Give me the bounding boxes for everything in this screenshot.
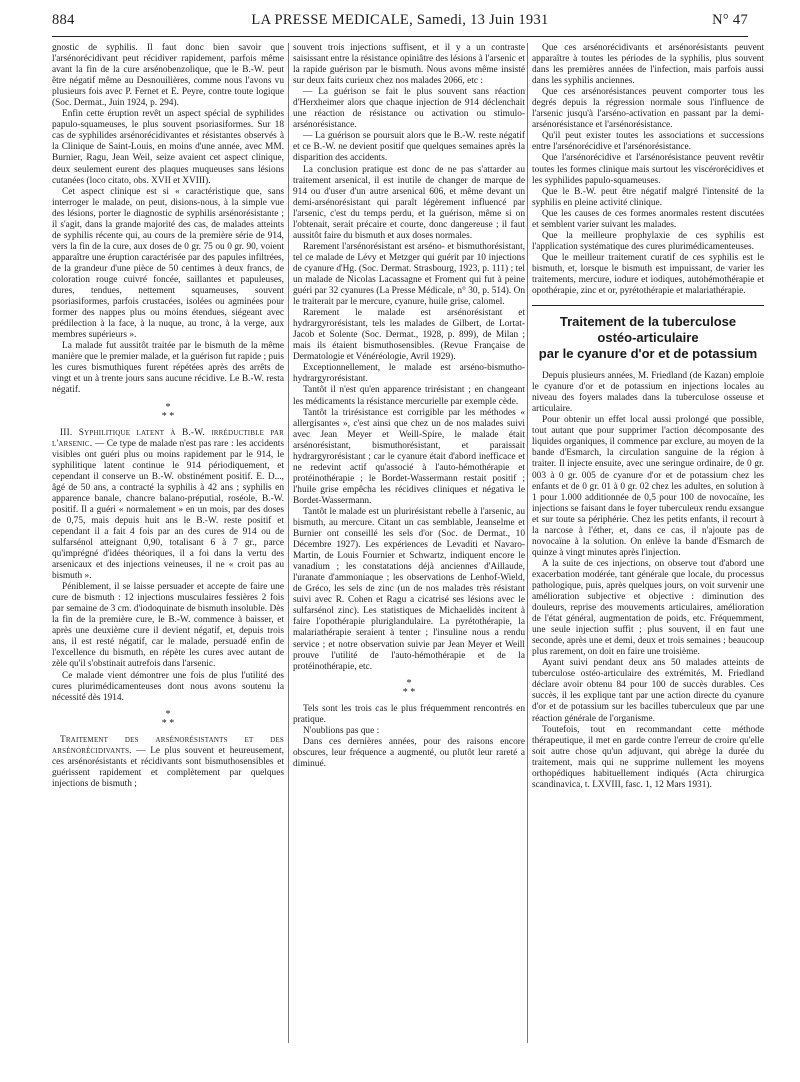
article-title-line: ostéo-articulaire [597, 330, 699, 346]
section-heading: Traitement des arsénorésistants et des arsénorécidivants. [52, 734, 284, 756]
section-text: — Le plus souvent et heureusement, ces arsénorésistants et récidivants sont bismuthosensibles et guérissent rapidement et complètement par quelques injections de bismuth ; [52, 745, 284, 789]
paragraph: Que la meilleure prophylaxie de ces syphilis est l'application systématique des cures plurimédicamenteuses. [532, 230, 764, 252]
column-1 [52, 43, 284, 1071]
paragraph: Ce malade vient démontrer une fois de plus l'utilité des cures plurimédicamenteuses dont nous avons soutenu la nécessité dès 1914. [52, 670, 284, 703]
paragraph: N'oublions pas que : [303, 725, 380, 736]
paragraph: Que le B.-W. peut être négatif malgré l'intensité de la syphilis en pleine activité clinique. [532, 186, 764, 208]
asterism-top: * [165, 401, 171, 413]
header-rule [52, 36, 748, 37]
paragraph: Tels sont les trois cas le plus fréquemment rencontrés en pratique. [293, 703, 525, 725]
paragraph: gnostic de syphilis. Il faut donc bien savoir que l'arsénorécidivant peut récidiver rapidement, parfois même avant la fin de la cure arsénobenzolique, que le B.-W. peut être négatif même au Desnouilières, comme nous l'avons vu plusieurs fois avec P. Fernet et E. Peyre, contre toute logique (Soc. Dermat., Juin 1924, p. 294). [52, 43, 284, 109]
paragraph: Toutefois, tout en recommandant cette méthode thérapeutique, il met en garde contre l'erreur de croire qu'elle soit autre chose qu'un adjuvant, qui abrège la durée du traitement, mais qui ne supprime nullement les moyens orthopédiques habituellement indiqués (Acta chirurgica scandinavica, t. LXVIII, fasc. 1, 12 Mars 1931). [532, 724, 764, 790]
asterism-top: * [406, 677, 412, 689]
asterism-bottom: * * [161, 717, 175, 729]
column-2 [293, 43, 525, 1071]
page-header [52, 12, 748, 36]
paragraph: Tantôt le malade est un plurirésistant rebelle à l'arsenic, au bismuth, au mercure. Citant un cas semblable, Jeanselme et Burnier ont conseillé les sels d'or (Soc. de Dermat., 10 Décembre 1927). Les expériences de Levaditi et Navaro-Martin, de Louis Fournier et Schwartz, indiquent encore le vanadium ; les constatations déjà anciennes d'Aillaude, l'uranate d'ammoniaque ; les observations de Lenhof-Wield, de Gréco, les sels de zinc (un de nos malades très résistant suivi avec R. Cohen et Ragu a cicatrisé ses lésions avec le sulfarsénol zinc). Les statistiques de Michaelidès incitent à faire l'opothérapie pluriglandulaire. La pyrétothérapie, la malariathérapie seraient à tenter ; l'insuline nous a rendu service ; et notre observation suivie par Jean Meyer et Weill prouve l'utilité de l'auto-hémothérapie et de la protéinothérapie, etc. [293, 506, 525, 672]
page-number: 884 [52, 12, 75, 28]
paragraph: Cet aspect clinique est si « caractéristique que, sans interroger le malade, on peut, disions-nous, à la simple vue des lésions, porter le diagnostic de syphilis arsénorésistante ; il s'agit, dans la grande majorité des cas, de malades atteints de syphilis récente qui, au cours de la première série de 914, vers la fin de la cure, aux doses de 0 gr. 75 ou 0 gr. 90, voient apparaître une éruption caractérisée par des papules infiltrées, de la grandeur d'une pièce de 50 centimes à deux francs, de coloration rouge cuivré foncée, saillantes et papuleuses, dures, tendues, nettement squameuses, souvent psoriasiformes, parfois crustacées, isolées ou agminées pour former des nappes plus ou moins étendues, siégeant avec prédilection à la face, à la nuque, au tronc, à la verge, aux membres supérieurs ». [52, 186, 284, 341]
paragraph: Tantôt la trirésistance est corrigible par les méthodes « allergisantes », c'est ainsi que chez un de nos malades suivi avec Jean Meyer et Weill-Spire, le malade était arsénorésistant, bismuthorésistant, et paraissait hydrargyrorésistant ; car le cyanure était d'abord inefficace et ne redevint actif qu'associé à l'auto-hémothérapie et protéinothérapie ; le Bordet-Wassermann restait positif ; l'huile grise empêcha les récidives cliniques et négativa le Bordet-Wassermann. [293, 407, 525, 506]
paragraph: souvent trois injections suffisent, et il y a un contraste saisissant entre la résistance opiniâtre des lésions à l'arsenic et la rapide guérison par le bismuth. Nous avons même insisté sur deux faits curieux chez nos malades 2066, etc : [293, 43, 525, 87]
paragraph: Que l'arsénorécidive et l'arsénorésistance peuvent revêtir toutes les formes clinique mais surtout les viscérorécidives et les syphilides papulo-squameuses. [532, 153, 764, 186]
asterism-bottom: * * [402, 686, 416, 698]
journal-title: LA PRESSE MEDICALE, Samedi, 13 Juin 1931 [251, 12, 549, 28]
column-divider [288, 43, 289, 1043]
paragraph: La conclusion pratique est donc de ne pas s'attarder au traitement arsenical, il est inutile de changer de marque de 914 ou d'user d'un autre arsenical 606, et même devant un demi-arsénorésistant qui paraît légèrement influencé par l'arsenic, c'est du temps perdu, et la guérison, même si on l'obtenait, serait précaire et courte, donc dangereuse ; il faut aussitôt faire du bismuth et aux doses normales. [293, 164, 525, 241]
section-paragraph [52, 735, 284, 790]
paragraph: Que les causes de ces formes anormales restent discutées et semblent varier suivant les malades. [532, 208, 764, 230]
paragraph: — La guérison se fait le plus souvent sans réaction d'Herxheimer alors que chaque injection de 914 déclenchait une réaction de résistance ou activation ou stimulo-arsénorésistance. [293, 87, 525, 131]
paragraph: Ayant suivi pendant deux ans 50 malades atteints de tuberculose ostéo-articulaire des extrémités, M. Friedland déclare avoir obtenu 84 pour 100 de succès durables. Ces succès, il les explique tant par une action directe du cyanure d'or et de potassium sur les bacilles tuberculeux que par une réaction générale de l'organisme. [532, 658, 764, 724]
asterism-bottom: * * [161, 410, 175, 422]
column-3 [532, 43, 764, 1071]
paragraph: Enfin cette éruption revêt un aspect spécial de syphilides papulo-squameuses, le plus souvent psoriasiformes. Sur 18 cas de syphilides arsénorécidivantes et résistantes observés à la Clinique de Saint-Louis, en moins d'une année, avec MM. Burnier, Ragu, Jean Weil, seize avaient cet aspect clinique, deux seulement eurent des plaques muqueuses sans lésions cutanées (loco citato, obs. XVII et XVIII). [52, 109, 284, 186]
paragraph: Pour obtenir un effet local aussi prolongé que possible, tout autant que pour supprimer l'action décomposante des liquides organiques, il commence par exclure, au moyen de la bande d'Esmarch, la circulation sanguine de la région à traiter. Il injecte ensuite, avec une seringue ordinaire, de 0 gr. 003 à 0 gr. 005 de cyanure d'or et de potassium chez les enfants et de 0 gr. 01 à 0 gr. 02 chez les adultes, en solution à 1 pour 1.000 additionnée de 0,5 pour 100 de novocaïne, les injections se faisant dans le foyer tuberculeux rendu exsangue et sur toute sa périphérie. Chez les petits enfants, il recourt à la narcose à l'éther, et, dans ce cas, il n'ajoute pas de novocaïne à la solution. On enlève la bande d'Esmarch de quinze à vingt minutes après l'injection. [532, 415, 764, 558]
paragraph: Rarement l'arsénorésistant est arséno- et bismuthorésistant, tel ce malade de Lévy et Metzger qui guérit par 10 injections de cyanure d'Hg. (Soc. Dermat. Strasbourg, 1923, p. 111) ; tel un malade de Nicolas Lacassagne et Froment qui fut à peine guéri par 32 cyanures (La Presse Médicale, n° 30, p. 514). On le traiterait par le mercure, cyanure, huile grise, calomel. [293, 241, 525, 308]
paragraph: Que le meilleur traitement curatif de ces syphilis est le bismuth, et, lorsque le bismuth est impuissant, de varier les traitements, mercure, iodure et iodiques, autohémothérapie et opothérapie, zinc et or, pyrétothérapie et malariathérapie. [532, 252, 764, 297]
paragraph: Exceptionnellement, le malade est arséno-bismutho-hydrargyrorésistant. [293, 363, 525, 385]
paragraph: Depuis plusieurs années, M. Friedland (de Kazan) emploie le cyanure d'or et de potassium en injections locales au niveau des foyers malades dans la tuberculose osseuse et articulaire. [532, 371, 764, 415]
article-title-line: par le cyanure d'or et de potassium [538, 346, 758, 362]
article-separator-rule [532, 305, 764, 306]
section-text: — Ce type de malade n'est pas rare : les accidents visibles ont guéri plus ou moins rapidement par le 914, le syphilitique latent continue le 914 périodiquement, et cependant il conserve un B.-W. obstinément positif. E. D..., âgé de 50 ans, a contracté la syphilis à 42 ans ; syphilis en apparence banale, chancre balano-préputial, roséole, B.-W. positif. Il a guéri « normalement » en un mois, par des doses de 0,75, mais depuis huit ans le B.-W. reste positif et cependant il a fait 4 fois par an des cures de 914 ou de sulfarsénol atteignant 0,90, totalisant 6 à 7 gr., parce qu'imprégné d'idées théoriques, il a foi dans la vertu des arsenicaux et des injections veineuses, il ne « croit pas au bismuth ». [52, 438, 284, 582]
column-divider [527, 43, 528, 1043]
paragraph: Dans ces dernières années, pour des raisons encore obscures, leur fréquence a augmenté, ou plutôt leur rareté a diminué. [293, 736, 525, 769]
issue-number: N° 47 [712, 12, 748, 28]
paragraph: Péniblement, il se laisse persuader et accepte de faire une cure de bismuth : 12 injections musculaires fessières 2 fois par semaine de 3 cm. d'iodoquinate de bismuth insoluble. Dès la fin de la première cure, le B.-W. commence à baisser, et après une deuxième cure il devient négatif, et, depuis trois ans, il est resté négatif, car le malade, persuadé enfin de l'excellence du bismuth, en répète les cures avec autant de zèle qu'il s'obstinait autrefois dans l'arsenic. [52, 582, 284, 670]
section-heading: III. Syphilitique latent à B.-W. irréductible par l'arsenic. [52, 427, 284, 449]
paragraph: Que ces arsénorécidivants et arsénorésistants peuvent apparaître à toutes les périodes de la syphilis, plus souvent dans les premières années de l'infection, mais parfois aussi dans les syphilis anciennes. [532, 43, 764, 87]
section-separator [52, 403, 284, 421]
paragraph: Qu'il peut exister toutes les associations et successions entre l'arsénorécidive et l'arsénorésistance. [532, 131, 764, 153]
section-separator [293, 679, 525, 697]
section-paragraph [52, 428, 284, 583]
article-title-line: Traitement de la tuberculose [559, 314, 737, 330]
paragraph: — La guérison se poursuit alors que le B.-W. reste négatif et ce B.-W. ne devient positif que quelques semaines après la disparition des accidents. [293, 131, 525, 164]
section-separator [52, 710, 284, 728]
article-title [532, 314, 764, 362]
asterism-top: * [165, 708, 171, 720]
paragraph: A la suite de ces injections, on observe tout d'abord une exacerbation modérée, tant générale que locale, du processus pathologique, puis, après quelques jours, on voit survenir une amélioration subjective et objective : diminution des douleurs, reprise des mouvements articulaires, amélioration de l'état général, augmentation de poids, etc. Fréquemment, une seule injection suffit ; plus souvent, il en faut une seconde, après une et demi, deux et trois semaines ; beaucoup plus rarement, on doit en faire une troisième. [532, 558, 764, 658]
paragraph: Rarement le malade est arsénorésistant et hydrargyrorésistant, tels les malades de Gilbert, de Lortat-Jacob et Solente (Soc. Dermat., 1928, p. 899), de Milan ; mais ils étaient bismuthosensibles. (Revue Française de Dermatologie et Vénéréologie, Avril 1929). [293, 308, 525, 363]
paragraph: Que ces arsénorésistances peuvent comporter tous les degrés depuis la régression normale sous l'influence de l'arsenic jusqu'à l'arséno-activation en passant par la demi-arsénorésistance et l'arsénorésistance. [532, 87, 764, 131]
paragraph: Tantôt il n'est qu'en apparence trirésistant ; en changeant les médicaments la résistance mercurielle par exemple cède. [293, 385, 525, 407]
paragraph: La malade fut aussitôt traitée par le bismuth de la même manière que le premier malade, et la guérison fut rapide ; puis les cures bismuthiques furent répétées après des arrêts de vingt et un à trente jours sans aucune récidive. Le B.-W. resta négatif. [52, 341, 284, 396]
